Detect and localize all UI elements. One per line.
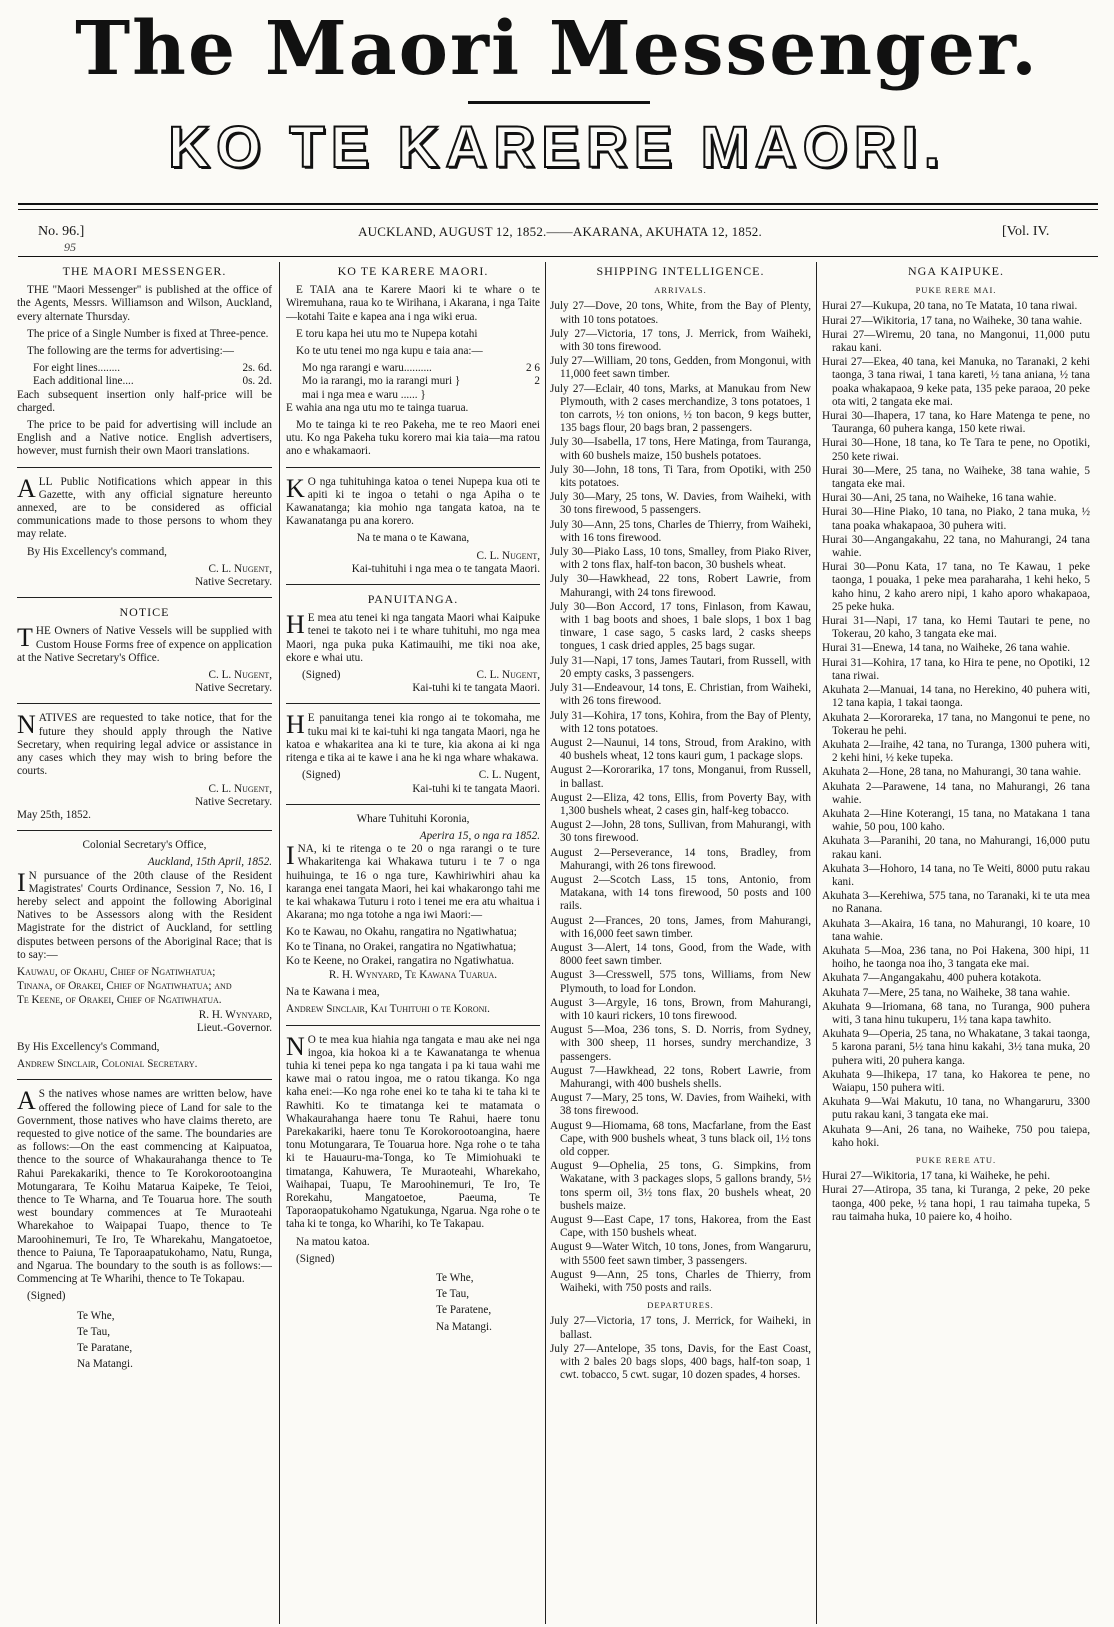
rate-value: 2 xyxy=(534,375,540,388)
shipping-entry: Akuhata 2—Parawene, 14 tana, no Mahurangi, 26 tana wahie. xyxy=(822,780,1090,806)
paragraph: Ko te utu tenei mo nga kupu e taia ana:— xyxy=(296,345,483,358)
shipping-entry: August 2—John, 28 tons, Sullivan, from Mahurangi, with 30 tons firewood. xyxy=(550,819,811,845)
shipping-entry: July 30—Mary, 25 tons, W. Davies, from Waiheki, with 30 tons firewood, 5 passengers. xyxy=(550,491,811,517)
section-heading: KO TE KARERE MAORI. xyxy=(337,264,489,278)
shipping-entry: August 3—Argyle, 16 tons, Brown, from Mahurangi, with 10 kauri rickers, 10 tons firewood. xyxy=(550,996,811,1022)
paragraph: NO te mea kua hiahia nga tangata e mau ake nei nga ingoa, kia hokoa ki a te Kawanatanga te whenua tuhia ki tenei pepa ko nga tangata i pa ki taua wahi me kawe mai o ratou ingoa, me o ratou tikanga. Ko nga kaha enei:—Ko nga rohe enei ko te taha ki te taha ki te Rawhiti. Ko te timatanga kei te matamata o Whakaurahanga haere tonu Te Rahui, haere tonu Parekakariki, haere tonu Te Korokorootoangina, haere tonu Motungarara, Te Touarua hore. Nga rohe o te taha ki te Hauauru-ma-Tonga, ko Te Mimiohuaki te timatanga, Kahuwera, Te Muraoteahi, Wharekaho, Waihapai, Tuapu, Te Maroohinemuri, Te Iro, Te Rorekahu, Mangatoetoe, Paeuma, Te Taporaopatukohamo Ngatukunga, Ngarua. Nga rohe o te taha ki te tonga, ko Wharihi, ko Te Takapau. xyxy=(286,1031,540,1231)
paragraph: HE panuitanga tenei kia rongo ai te tokomaha, me tuku mai ki te kai-tuhi ki nga tangata Maori, nga he katoa e whakaritea ana ki te ture, kia akona ai ki nga ritenga e tika ai te kawe i ana he ki nga whare whakawa. xyxy=(286,710,540,765)
shipping-entry: Hurai 27—Kukupa, 20 tana, no Te Matata, 10 tana riwai. xyxy=(822,300,1078,313)
shipping-entry: July 30—John, 18 tons, Ti Tara, from Opotiki, with 250 kits potatoes. xyxy=(550,463,811,490)
shipping-entry: Akuhata 2—Iraihe, 42 tana, no Turanga, 1300 puhera witi, 2 kehi hini, ½ keke tupeka. xyxy=(822,738,1090,765)
signature: C. L. Nugent, xyxy=(476,669,540,682)
shipping-entry: August 2—Scotch Lass, 15 tons, Antonio, from Matakana, with 14 tons firewood, 50 posts and 100 rails. xyxy=(550,873,811,913)
shipping-entry: Akuhata 3—Akaira, 16 tana, no Mahurangi, 10 koare, 10 tana wahie. xyxy=(822,917,1090,943)
section-heading: PANUITANGA. xyxy=(367,592,459,607)
signature: C. L. Nugent, xyxy=(208,782,272,795)
notice-date: May 25th, 1852. xyxy=(17,808,91,821)
shipping-entry: August 2—Kororarika, 17 tons, Monganui, from Russell, in ballast. xyxy=(550,764,811,790)
signature: C. L. Nugent, xyxy=(478,769,540,782)
section-rule xyxy=(17,467,272,468)
rate-row xyxy=(33,362,272,375)
signatory-name: Te Tau, xyxy=(77,1325,111,1338)
section-rule xyxy=(286,1025,540,1026)
section-rule xyxy=(17,1079,272,1080)
column-shipping-maori xyxy=(822,263,1090,1623)
shipping-entry: August 3—Cresswell, 575 tons, Williams, from New Plymouth, to load for London. xyxy=(550,969,811,995)
byline: Na te mana o te Kawana, xyxy=(356,532,470,545)
section-rule xyxy=(286,467,540,468)
shipping-entry: July 27—William, 20 tons, Gedden, from Mongonui, with 11,000 feet sawn timber. xyxy=(550,355,811,381)
shipping-entry: Akuhata 9—Operia, 25 tana, no Whakatane, 3 takai taonga, 5 karona parani, 5½ tana hinu kakahi, 3½ tana muka, 20 puhera witi, 20 puhera kanga. xyxy=(822,1028,1090,1067)
shipping-entry: Akuhata 5—Moa, 236 tana, no Poi Hakena, 300 hipi, 11 hoiho, he taonga noa iho, 3 tangata eke mai. xyxy=(822,944,1090,971)
section-rule xyxy=(17,703,272,704)
paragraph: ALL Public Notifications which appear in this Gazette, with any official signature hereunto annexed, are to be considered as official communications made to those persons to whom they may relate. xyxy=(17,473,272,541)
masthead-title-english: The Maori Messenger. xyxy=(75,6,1039,92)
shipping-entry: July 27—Victoria, 17 tons, J. Merrick, from Waiheki, with 30 tons firewood. xyxy=(550,327,811,354)
paragraph: The following are the terms for advertising:— xyxy=(27,345,234,358)
section-heading: SHIPPING INTELLIGENCE. xyxy=(596,264,765,278)
rate-label: Mo ia rarangi, mo ia rarangi muri } xyxy=(302,375,461,388)
signatory-list xyxy=(436,1272,540,1334)
section-heading: THE MAORI MESSENGER. xyxy=(62,264,227,278)
shipping-entry: August 3—Alert, 14 tons, Good, from the Wade, with 8000 feet sawn timber. xyxy=(550,941,811,968)
shipping-entry: July 30—Piako Lass, 10 tons, Smalley, from Piako River, with 2 tons flax, half-ton bacon, 30 bushels wheat. xyxy=(550,546,811,572)
assessor-entry: Ko te Tinana, no Orakei, rangatira no Ngatiwhatua; xyxy=(286,940,517,953)
signature: C. L. Nugent, xyxy=(208,669,272,682)
signature-title: Native Secretary. xyxy=(195,682,272,695)
shipping-entry: Akuhata 9—Iriomana, 68 tana, no Turanga, 900 puhera witi, 3 tana hinu tukuperu, 1½ tana kapa tawhito. xyxy=(822,1000,1090,1026)
paragraph: NATIVES are requested to take notice, that for the future they should apply through the Native Secretary, when requiring legal advice or assistance in any cases which they may wish to bring before the courts. xyxy=(17,710,272,778)
signatory-name: Na Matangi. xyxy=(436,1320,492,1333)
shipping-entry: August 9—East Cape, 17 tons, Hakorea, from the East Cape, with 150 bushels wheat. xyxy=(550,1214,811,1240)
signed-label: (Signed) xyxy=(302,769,341,782)
signature: Andrew Sinclair, Colonial Secretary. xyxy=(17,1058,198,1071)
byline: By His Excellency's Command, xyxy=(17,1040,160,1053)
masthead-rule-thick xyxy=(18,203,1098,205)
shipping-entry: Akuhata 7—Mere, 25 tana, no Waiheke, 38 tana wahie. xyxy=(822,986,1071,999)
arrivals-list xyxy=(550,300,811,1295)
signature: C. L. Nugent, xyxy=(208,562,272,575)
rate-label: mai i nga mea e waru ...... } xyxy=(302,388,426,401)
signatory-name: Te Tau, xyxy=(436,1288,470,1301)
shipping-entry: Akuhata 9—Ani, 26 tana, no Waiheke, 750 pou taiepa, kaho hoki. xyxy=(822,1123,1090,1149)
shipping-entry: August 9—Ann, 25 tons, Charles de Thierry, from Waiheki, with 750 posts and rails. xyxy=(550,1268,811,1295)
rate-value: 2s. 6d. xyxy=(242,362,272,375)
column-english-notices xyxy=(17,263,272,1623)
section-rule xyxy=(286,584,540,585)
shipping-entry: August 2—Frances, 20 tons, James, from Mahurangi, with 16,000 feet sawn timber. xyxy=(550,914,811,940)
shipping-entry: Hurai 30—Hone, 18 tana, ko Te Tara te pene, no Opotiki, 250 kete riwai. xyxy=(822,437,1090,463)
signature-title: Kai-tuhi ki te tangata Maori. xyxy=(412,782,540,795)
shipping-entry: Hurai 27—Atiropa, 35 tana, ki Turanga, 2 peke, 20 peke taonga, 400 peke, ½ tana hopi, 1 rau taimaha tupeka, 5 rau taimaha huka, 10 paiere ko, 4 hoiho. xyxy=(822,1184,1090,1223)
shipping-entry: July 31—Endeavour, 14 tons, E. Christian, from Waiheki, with 26 tons firewood. xyxy=(550,682,811,708)
assessor-entry: Ko te Keene, no Orakei, rangatira no Ngatiwhatua. xyxy=(286,954,515,967)
column-divider xyxy=(545,262,546,1624)
dateline-rule xyxy=(18,256,1098,257)
column-divider xyxy=(816,262,817,1624)
shipping-entry: July 27—Victoria, 17 tons, J. Merrick, for Waiheki, in ballast. xyxy=(550,1315,811,1341)
shipping-entry: August 5—Moa, 236 tons, S. D. Norris, from Sydney, with 300 sheep, 11 horses, sundry merchandize, 3 passengers. xyxy=(550,1024,811,1063)
shipping-entry: Hurai 27—Wikitoria, 17 tana, no Waiheke, 30 tana wahie. xyxy=(822,314,1083,327)
shipping-entry: Hurai 31—Napi, 17 tana, ko Hemi Tautari te pene, no Tokerau, 20 kaho, 3 tangata eke mai. xyxy=(822,615,1090,641)
arrivals-list xyxy=(822,300,1090,1150)
shipping-entry: July 31—Kohira, 17 tons, Kohira, from the Bay of Plenty, with 12 tons potatoes. xyxy=(550,709,811,735)
shipping-entry: July 27—Antelope, 35 tons, Davis, for the East Coast, with 2 bales 20 bags slops, 400 bags, half-ton soap, 1 cwt. tobacco, 5 cwt. sugar, 10 dozen spades, 4 horses. xyxy=(550,1342,811,1382)
assessor-entry: Te Keene, of Orakei, Chief of Ngatiwhatua. xyxy=(17,994,222,1007)
shipping-entry: Hurai 30—Angangakahu, 22 tana, no Mahurangi, 24 tana wahie. xyxy=(822,533,1090,560)
shipping-entry: July 31—Napi, 17 tons, James Tautari, from Russell, with 20 empty casks, 3 passengers. xyxy=(550,654,811,680)
volume-number: [Vol. IV. xyxy=(1002,224,1050,239)
rate-row xyxy=(302,362,540,375)
shipping-entry: July 30—Isabella, 17 tons, Here Matinga, from Tauranga, with 60 bushels maize, 150 bushels potatoes. xyxy=(550,436,811,462)
section-heading: NOTICE xyxy=(119,605,170,620)
shipping-entry: Akuhata 3—Hohoro, 14 tana, no Te Weiti, 8000 putu rakau kani. xyxy=(822,862,1090,888)
shipping-entry: Hurai 30—Ihapera, 17 tana, ko Hare Matenga te pene, no Tauranga, 60 puhera kanga, 150 kete riwai. xyxy=(822,410,1090,436)
shipping-entry: July 30—Bon Accord, 17 tons, Finlason, from Kawau, with 1 bag boots and shoes, 1 bale slops, 1 box 1 bag tinware, 1 case sago, 5 casks lard, 2 casks sheeps tongues, 1 cask dried apples, 25 bags sugar. xyxy=(550,600,811,653)
shipping-entry: July 27—Dove, 20 tons, White, from the Bay of Plenty, with 10 tons potatoes. xyxy=(550,300,811,326)
signatory-name: Te Whe, xyxy=(436,1272,474,1284)
rate-row xyxy=(302,389,540,402)
signed-label: (Signed) xyxy=(27,1290,66,1303)
signatory-name: Te Paratene, xyxy=(436,1304,492,1317)
signed-label: (Signed) xyxy=(296,1252,335,1265)
shipping-entry: August 7—Mary, 25 tons, W. Davies, from Waiheki, with 38 tons firewood. xyxy=(550,1092,811,1118)
departures-list xyxy=(822,1170,1090,1224)
shipping-entry: August 9—Ophelia, 25 tons, G. Simpkins, from Wakatane, with 3 packages slops, 5 gallons brandy, 5½ tons sperm oil, 3½ tons flax, 20 bushels wheat, 20 bushels maize. xyxy=(550,1160,811,1212)
signatory-name: Te Paratane, xyxy=(77,1342,133,1355)
section-rule xyxy=(17,597,272,598)
signature: R. H. Wynyard, Te Kawana Tuarua. xyxy=(328,968,498,981)
column-shipping-english xyxy=(550,263,811,1623)
rate-label: Each additional line.... xyxy=(33,375,134,388)
shipping-entry: Hurai 30—Hine Piako, 10 tana, no Piako, 2 tana muka, ½ tana poaka whakapaoa, 30 puhera witi. xyxy=(822,506,1090,532)
paragraph: IN pursuance of the 20th clause of the Resident Magistrates' Courts Ordinance, Session 7, No. 16, I hereby select and appoint the following Aboriginal Natives to be Assessors along with the Resident Magistrate for the district of Auckland, for settling disputes between persons of the Aboriginal Race; that is to say:— xyxy=(17,867,272,961)
signature-title: Kai-tuhi ki te tangata Maori. xyxy=(412,682,540,695)
paragraph: Each subsequent insertion only half-price will be charged. xyxy=(17,388,272,414)
assessor-entry: Kauwau, of Okahu, Chief of Ngatiwhatua; xyxy=(17,965,216,978)
paragraph: HE mea atu tenei ki nga tangata Maori whai Kaipuke tenei te takoto nei i te whare tuhituhi, mo nga mea Maori, nga puka puka Katimauihi, me tiki noa ake, ekore e whai utu. xyxy=(286,610,540,664)
byline: By His Excellency's command, xyxy=(27,545,167,558)
rate-row xyxy=(33,375,272,388)
shipping-entry: August 2—Perseverance, 14 tons, Bradley, from Mahurangi, with 26 tons firewood. xyxy=(550,846,811,872)
subsection-heading: PUKE RERE MAI. xyxy=(915,285,997,296)
shipping-entry: August 7—Hawkhead, 22 tons, Robert Lawrie, from Mahurangi, with 400 bushels shells. xyxy=(550,1064,811,1090)
shipping-entry: Hurai 27—Wikitoria, 17 tana, ki Waiheke, he pehi. xyxy=(822,1170,1051,1183)
paragraph: THE "Maori Messenger" is published at the office of the Agents, Messrs. Williamson and Wilson, Auckland, every alternate Thursday. xyxy=(17,284,272,323)
subsection-heading: ARRIVALS. xyxy=(654,285,707,296)
office-heading: Whare Tuhituhi Koronia, xyxy=(356,812,470,825)
shipping-entry: Akuhata 2—Hine Koterangi, 15 tana, no Matakana 1 tana wahie, 50 pou, 100 kaho. xyxy=(822,807,1090,834)
assessor-entry: Ko te Kawau, no Okahu, rangatira no Ngatiwhatua; xyxy=(286,926,517,939)
shipping-entry: Hurai 30—Ani, 25 tana, no Waiheke, 16 tana wahie. xyxy=(822,492,1057,505)
signature-row xyxy=(302,669,540,682)
column-divider xyxy=(279,262,280,1624)
subsection-heading: DEPARTURES. xyxy=(647,1300,714,1311)
departures-list xyxy=(550,1315,811,1382)
shipping-entry: August 9—Water Witch, 10 tons, Jones, from Wangaruru, with 5500 feet sawn timber, 3 passengers. xyxy=(550,1241,811,1267)
shipping-entry: Akuhata 2—Hone, 28 tana, no Mahurangi, 30 tana wahie. xyxy=(822,766,1082,779)
column-maori-notices xyxy=(286,263,540,1623)
shipping-entry: July 27—Eclair, 40 tons, Marks, at Manukau from New Plymouth, with 2 cases merchandize, 3 tons potatoes, 1 ton carrots, ½ ton onions, ½ ton bacon, 9 kegs butter, 135 bags flour, 20 bags bran, 2 passengers. xyxy=(550,382,811,435)
closing-line: Na matou katoa. xyxy=(296,1235,370,1248)
shipping-entry: Akuhata 9—Ihikepa, 17 tana, ko Hakorea te pene, no Waiapu, 150 puhera witi. xyxy=(822,1068,1090,1094)
section-rule xyxy=(286,703,540,704)
paragraph: E wahia ana nga utu mo te tainga tuarua. xyxy=(286,401,469,414)
rate-label: For eight lines........ xyxy=(33,362,121,375)
signature-title: Lieut.-Governor. xyxy=(196,1021,272,1034)
section-rule xyxy=(17,830,272,831)
office-heading: Colonial Secretary's Office, xyxy=(82,839,207,852)
section-heading: NGA KAIPUKE. xyxy=(908,264,1004,278)
issue-number: No. 96.] xyxy=(38,224,85,239)
rate-row xyxy=(302,375,540,388)
paragraph: The price of a Single Number is fixed at Three-pence. xyxy=(27,327,269,340)
shipping-entry: July 30—Hawkhead, 22 tons, Robert Lawrie, from Mahurangi, with 24 tons firewood. xyxy=(550,573,811,599)
shipping-entry: Akuhata 3—Paranihi, 20 tana, no Mahurangi, 16,000 putu rakau kani. xyxy=(822,835,1090,861)
shipping-entry: August 9—Hiomama, 68 tons, Macfarlane, from the East Cape, with 900 bushels wheat, 3 tuns black oil, 1½ tons old copper. xyxy=(550,1119,811,1158)
shipping-entry: Hurai 27—Wiremu, 20 tana, no Mangonui, 11,000 putu rakau kani. xyxy=(822,328,1090,355)
shipping-entry: Hurai 27—Ekea, 40 tana, kei Manuka, no Taranaki, 2 kehi taonga, 3 tana riwai, 1 tana kareti, ½ tana aniana, ½ tana poaka whakapaoa, 9 keke pata, 135 peke paraoa, 20 peke ota witi, 2 tangata eke mai. xyxy=(822,356,1090,408)
assessor-entry: Tinana, of Orakei, Chief of Ngatiwhatua; and xyxy=(17,980,232,993)
masthead-rule-thin xyxy=(18,209,1098,210)
masthead-title-maori: KO TE KARERE MAORI. xyxy=(168,115,946,180)
paragraph: AS the natives whose names are written below, have offered the following piece of Land for sale to the Government, those natives who have claims thereto, are requested to give notice of the same. The boundaries are as follows:—On the east commencing at Kaipuatoa, thence to the source of Whakaurahanga thence to Te Rahui Parekakariki, thence to Te Korokorootoangina Motungarara, Te Koihu Matarua Kaipeke, Te Teioi, thence to Te Wharna, and Te Touarua hore. The south west boundary commences at Te Muraoteahi Wharekahoe to Waipapai Tuapo, thence to Te Maroohinemuri, Te Iro, Te Wharekahu, Mangatoetoe, thence to Paiuna, Te Taporaapatukohamo, Natu, Runga, and Ngarua. The boundary to the south is as follows:—Commencing at Te Wharihi, thence to Te Tokapau. xyxy=(17,1086,272,1286)
signature: C. L. Nugent, xyxy=(476,549,540,562)
office-date: Aperira 15, o nga ra 1852. xyxy=(419,829,540,842)
section-rule xyxy=(286,804,540,805)
shipping-entry: Akuhata 2—Kororareka, 17 tana, no Mangonui te pene, no Tokerau he pehi. xyxy=(822,711,1090,737)
signature-title: Kai-tuhituhi i nga mea o te tangata Maori. xyxy=(351,562,540,575)
paragraph: The price to be paid for advertising will include an English and a Native notice. English advertisers, however, must furnish their own Maori translations. xyxy=(17,419,272,458)
shipping-entry: August 2—Naunui, 14 tons, Stroud, from Arakino, with 40 bushels wheat, 12 tons kauri gum, 1 package slops. xyxy=(550,736,811,763)
shipping-entry: Hurai 30—Ponu Kata, 17 tana, no Te Kawau, 1 peke taonga, 1 pouaka, 1 peke mea paraharaha, 1 kehi heko, 5 kaho hinu, 2 kaho arero nipi, 1 kaho aporo whakapaoa, 25 peke huka. xyxy=(822,561,1090,613)
paragraph: Mo te tainga ki te reo Pakeha, me te reo Maori enei utu. Ko nga Pakeha tuku korero mai kia taia—ma ratou ano e whakamaori. xyxy=(286,419,540,458)
signature-title: Native Secretary. xyxy=(195,795,272,808)
paragraph: E toru kapa hei utu mo te Nupepa kotahi xyxy=(296,327,478,340)
paragraph: E TAIA ana te Karere Maori ki te whare o te Wiremuhana, raua ko te Wirihana, i Akarana, i nga Taite—kotahi Taite e kapea ana i nga wiki erua. xyxy=(286,284,540,323)
rate-value: 2 6 xyxy=(526,362,540,375)
signed-label: (Signed) xyxy=(302,669,341,682)
signature-title: Native Secretary. xyxy=(195,576,272,589)
signature: R. H. Wynyard, xyxy=(198,1008,272,1021)
rate-label: Mo nga rarangi e waru.......... xyxy=(302,362,432,375)
paragraph: KO nga tuhituhinga katoa o tenei Nupepa kua oti te apiti ki te ingoa o tetahi o nga Apiha o te Kawanatanga; kia mohio nga tangata katoa, na te Kawanatanga pu ana korero. xyxy=(286,473,540,528)
masthead-divider xyxy=(468,101,650,104)
dateline: AUCKLAND, AUGUST 12, 1852.——AKARANA, AKUHATA 12, 1852. xyxy=(358,224,762,239)
shipping-entry: Akuhata 3—Kerehiwa, 575 tana, no Taranaki, ki te uta mea no Ranana. xyxy=(822,890,1090,916)
shipping-entry: Akuhata 9—Wai Makutu, 10 tana, no Whangaruru, 3300 putu rakau kani, 3 tangata eke mai. xyxy=(822,1096,1090,1122)
shipping-entry: Hurai 30—Mere, 25 tana, no Waiheke, 38 tana wahie, 5 tangata eke mai. xyxy=(822,464,1090,491)
signatory-name: Na Matangi. xyxy=(77,1358,133,1371)
subsection-heading: PUKE RERE ATU. xyxy=(915,1155,997,1165)
rate-value: 0s. 2d. xyxy=(242,375,272,388)
office-date: Auckland, 15th April, 1852. xyxy=(147,856,272,869)
shipping-entry: Akuhata 2—Manuai, 14 tana, no Herekino, 40 puhera witi, 12 tana kapia, 1 takai taonga. xyxy=(822,684,1090,710)
shipping-entry: July 30—Ann, 25 tons, Charles de Thierry, from Waiheki, with 16 tons firewood. xyxy=(550,518,811,544)
signatory-name: Te Whe, xyxy=(77,1309,115,1322)
signature-row xyxy=(302,769,540,782)
shipping-entry: Hurai 31—Kohira, 17 tana, ko Hira te pene, no Opotiki, 12 tana riwai. xyxy=(822,656,1090,682)
masthead xyxy=(0,0,1114,254)
shipping-entry: August 2—Eliza, 42 tons, Ellis, from Poverty Bay, with 1,300 bushels wheat, 2 cases gin, half-keg tobacco. xyxy=(550,791,811,817)
paragraph: INA, ki te ritenga o te 20 o nga rarangi o te ture Whakaritenga kai Whakawa tuturu i te 7 o nga huihuinga, te 16 o nga ture, Kawhiriwhiri ahau ka karanga enei tangata Maori, hei kai whakarongo tahi me te kai whakawa Tuturu i roto i tenei me era atu whaitua i Akarana; mo nga totohe a nga iwi Maori:— xyxy=(286,841,540,922)
signatory-list xyxy=(77,1310,272,1372)
issue-number-handwritten: 95 xyxy=(64,240,76,254)
shipping-entry: Akuhata 7—Angangakahu, 400 puhera kotakota. xyxy=(822,972,1042,985)
paragraph: THE Owners of Native Vessels will be supplied with Custom House Forms free of expence on application at the Native Secretary's Office. xyxy=(17,623,272,664)
byline: Na te Kawana i mea, xyxy=(286,986,380,999)
shipping-entry: Hurai 31—Enewa, 14 tana, no Waiheke, 26 tana wahie. xyxy=(822,642,1071,655)
signature: Andrew Sinclair, Kai Tuhituhi o te Koroni. xyxy=(286,1003,490,1016)
